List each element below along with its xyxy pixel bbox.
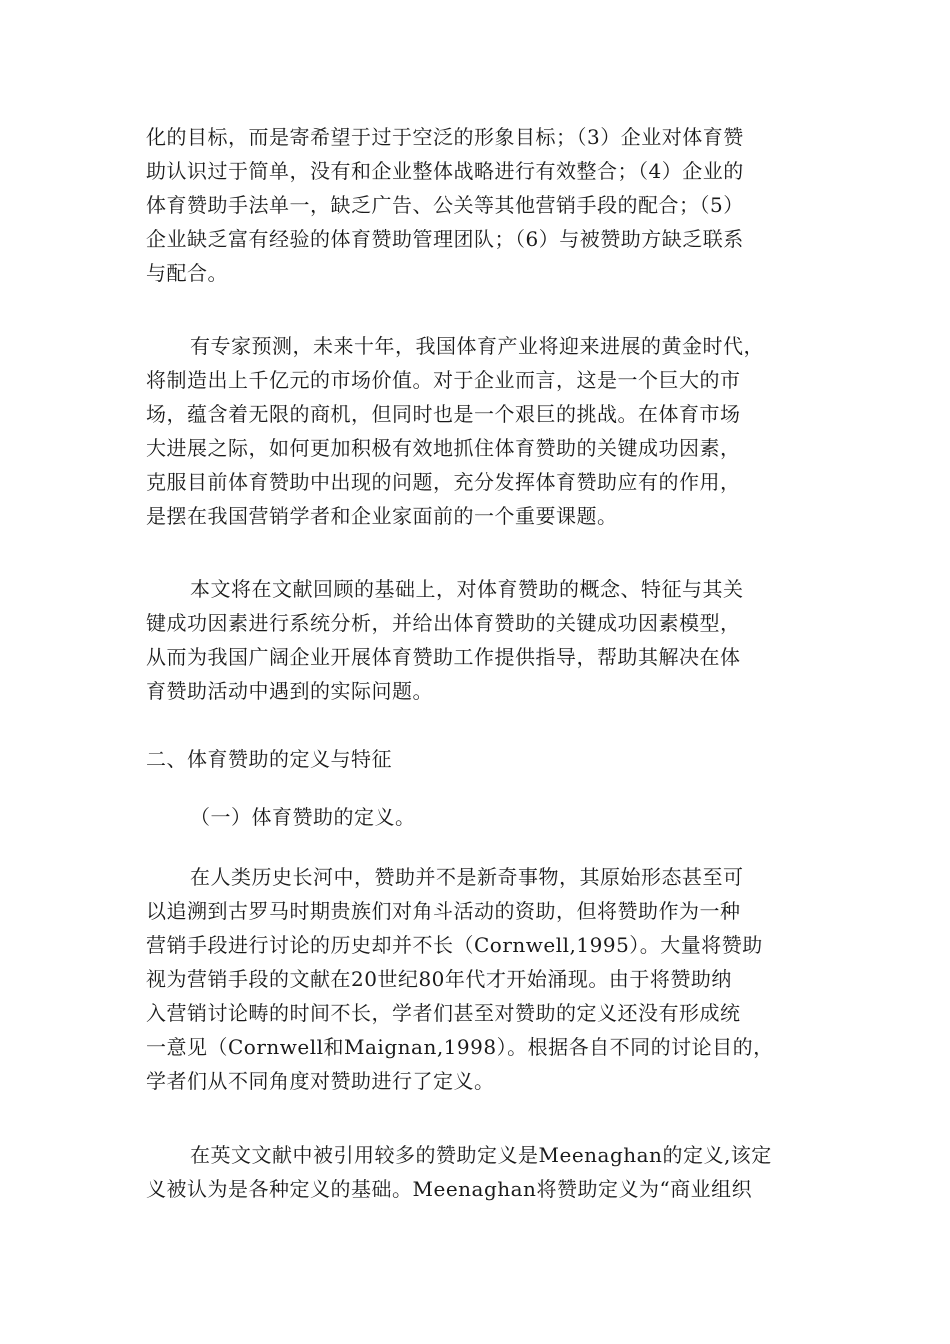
subsection-heading [146,800,806,834]
paragraph-2 [146,329,806,533]
text-line: 是摆在我国营销学者和企业家面前的一个重要课题。 [146,504,618,528]
text-line: 从而为我国广阔企业开展体育赞助工作提供指导，帮助其解决在体 [146,645,741,669]
text-line: 场，蕴含着无限的商机，但同时也是一个艰巨的挑战。在体育市场 [146,402,741,426]
text-line: 键成功因素进行系统分析，并给出体育赞助的关键成功因素模型， [146,611,741,635]
paragraph-4 [146,860,806,1098]
text-line: 学者们从不同角度对赞助进行了定义。 [146,1069,495,1093]
text-line: 一意见（Cornwell和Maignan,1998）。根据各自不同的讨论目的， [146,1035,774,1059]
paragraph-3 [146,572,806,708]
text-line: 克服目前体育赞助中出现的问题，充分发挥体育赞助应有的作用， [146,470,741,494]
text-line: 本文将在文献回顾的基础上，对体育赞助的概念、特征与其关 [190,577,744,601]
text-line: 体育赞助手法单一，缺乏广告、公关等其他营销手段的配合；（5） [146,193,744,217]
text-line: 将制造出上千亿元的市场价值。对于企业而言，这是一个巨大的市 [146,368,741,392]
heading-text: 二、体育赞助的定义与特征 [146,747,392,771]
paragraph-1 [146,120,806,290]
text-line: 助认识过于简单，没有和企业整体战略进行有效整合；（4）企业的 [146,159,744,183]
section-heading [146,742,806,776]
text-line: 以追溯到古罗马时期贵族们对角斗活动的资助，但将赞助作为一种 [146,899,741,923]
heading-text: （一）体育赞助的定义。 [190,805,416,829]
text-line: 企业缺乏富有经验的体育赞助管理团队；（6）与被赞助方缺乏联系 [146,227,744,251]
text-line: 营销手段进行讨论的历史却并不长（Cornwell,1995）。大量将赞助 [146,933,763,957]
paragraph-5 [146,1138,806,1206]
text-line: 有专家预测，未来十年，我国体育产业将迎来进展的黄金时代， [190,334,764,358]
text-line: 与配合。 [146,261,228,285]
text-line: 义被认为是各种定义的基础。Meenaghan将赞助定义为“商业组织 [146,1177,753,1201]
text-line: 大进展之际，如何更加积极有效地抓住体育赞助的关键成功因素， [146,436,741,460]
text-line: 视为营销手段的文献在20世纪80年代才开始涌现。由于将赞助纳 [146,967,732,991]
text-line: 在人类历史长河中，赞助并不是新奇事物，其原始形态甚至可 [190,865,744,889]
text-line: 化的目标，而是寄希望于过于空泛的形象目标；（3）企业对体育赞 [146,125,744,149]
text-line: 入营销讨论畴的时间不长，学者们甚至对赞助的定义还没有形成统 [146,1001,741,1025]
text-line: 在英文文献中被引用较多的赞助定义是Meenaghan的定义,该定 [190,1143,772,1167]
text-line: 育赞助活动中遇到的实际问题。 [146,679,433,703]
